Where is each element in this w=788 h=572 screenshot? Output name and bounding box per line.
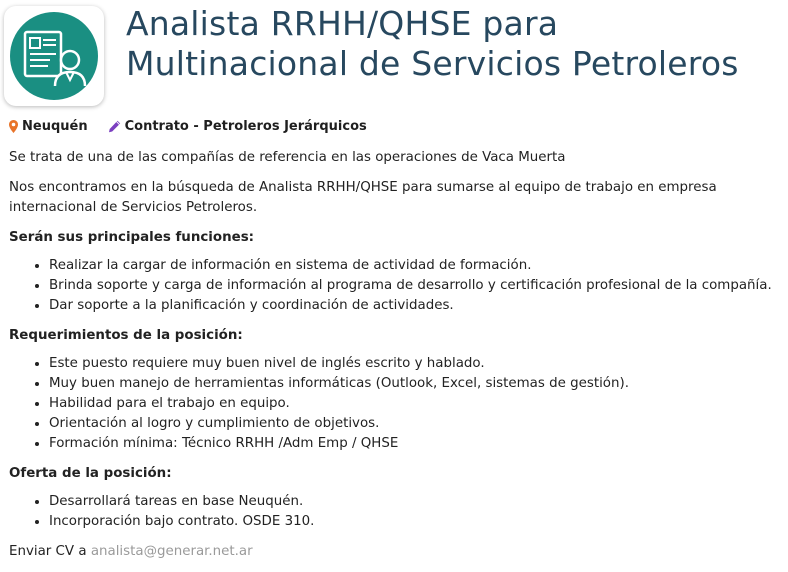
job-description: [9, 148, 785, 572]
list-item: • Dar soporte a la planificación y coordinación de actividades.: [49, 296, 785, 316]
list-item: • Muy buen manejo de herramientas informáticas (Outlook, Excel, sistemas de gestión).: [49, 374, 785, 394]
requirements-heading: Requerimientos de la posición:: [9, 328, 243, 343]
list-item: • Realizar la cargar de información en sistema de actividad de formación.: [49, 256, 785, 276]
requirements-list: [9, 354, 785, 454]
send-cv-line: [9, 542, 785, 562]
send-cv-prefix: Enviar CV a: [9, 544, 87, 559]
location-label: Neuquén: [22, 119, 88, 134]
contract-tag: [108, 119, 367, 134]
contract-label: Contrato - Petroleros Jerárquicos: [124, 119, 367, 134]
functions-heading: Serán sus principales funciones:: [9, 230, 255, 245]
intro-paragraph-2: Nos encontramos en la búsqueda de Analista RRHH/QHSE para sumarse al equipo de trabajo en empresa internacional de Servicios Petroleros.: [9, 180, 717, 215]
list-item: • Incorporación bajo contrato. OSDE 310.: [49, 512, 785, 532]
offer-heading: Oferta de la posición:: [9, 466, 172, 481]
resume-person-icon: [8, 10, 100, 102]
page-title: [126, 4, 776, 84]
list-item: • Este puesto requiere muy buen nivel de inglés escrito y hablado.: [49, 354, 785, 374]
offer-list: [9, 492, 785, 532]
list-item: • Orientación al logro y cumplimiento de objetivos.: [49, 414, 785, 434]
intro-paragraph-1: Se trata de una de las compañías de referencia en las operaciones de Vaca Muerta: [9, 150, 566, 165]
company-logo: [4, 6, 104, 106]
pencil-icon: [108, 120, 121, 133]
location-tag: [9, 119, 88, 134]
cv-email-link[interactable]: analista@generar.net.ar: [90, 544, 253, 559]
list-item: • Habilidad para el trabajo en equipo.: [49, 394, 785, 414]
map-marker-icon: [9, 120, 18, 133]
title-line-1: Analista RRHH/QHSE para: [126, 4, 559, 43]
job-meta: [9, 119, 367, 134]
list-item: • Formación mínima: Técnico RRHH /Adm Emp / QHSE: [49, 434, 785, 454]
functions-list: [9, 256, 785, 316]
title-line-2: Multinacional de Servicios Petroleros: [126, 44, 739, 83]
list-item: • Brinda soporte y carga de información al programa de desarrollo y certificación profesional de la compañía.: [49, 276, 785, 296]
list-item: • Desarrollará tareas en base Neuquén.: [49, 492, 785, 512]
